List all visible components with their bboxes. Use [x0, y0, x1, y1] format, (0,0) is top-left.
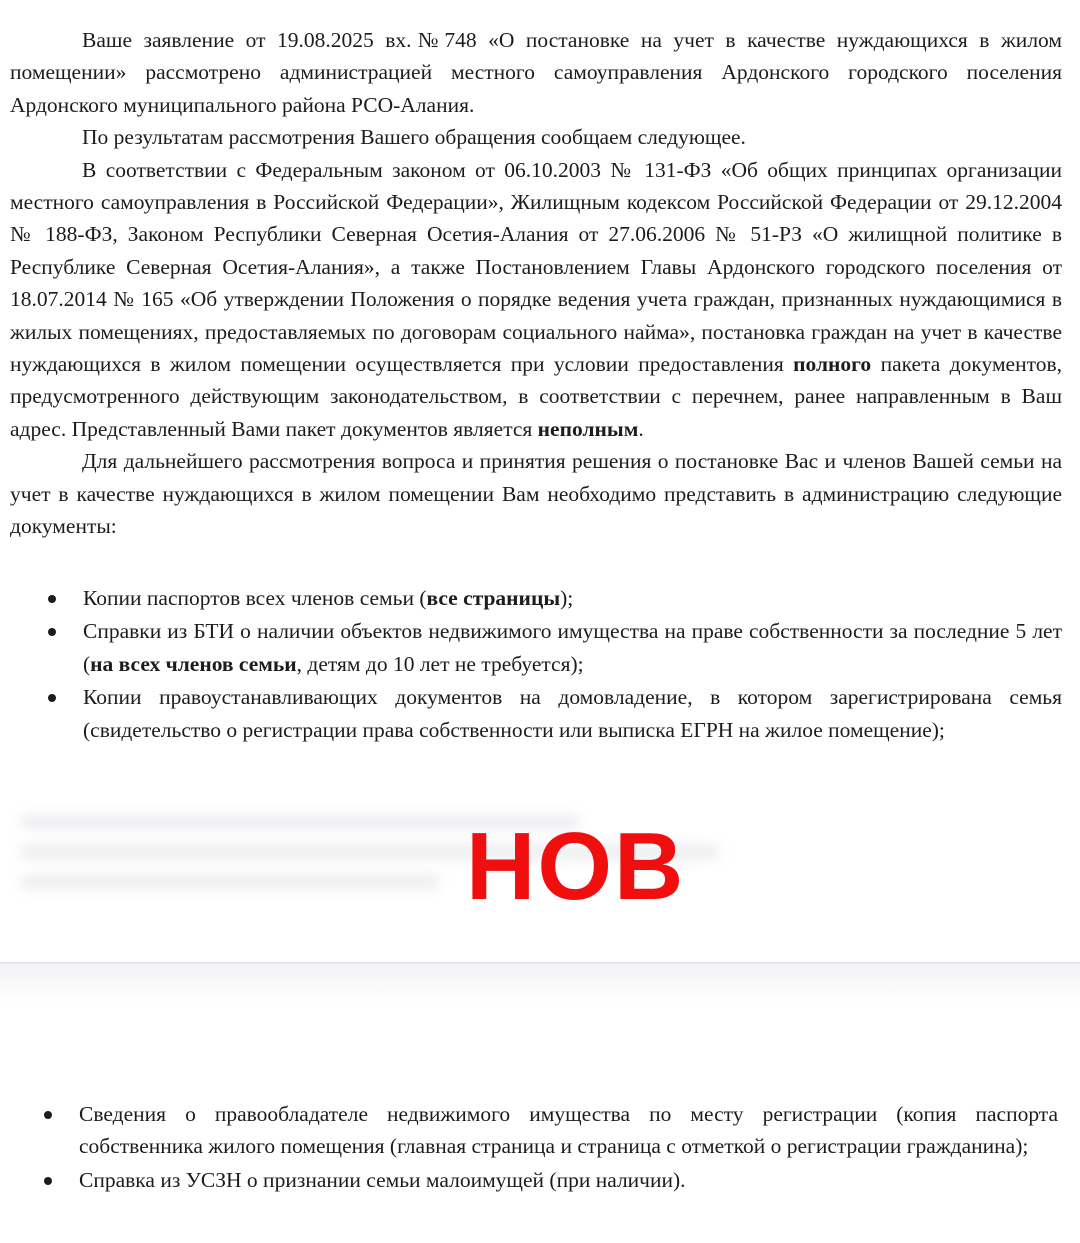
list-item	[10, 615, 1062, 680]
bullet-icon	[44, 1177, 52, 1185]
bullet-icon	[48, 595, 56, 603]
emphasis-full: полного	[793, 352, 872, 377]
list-item-text: Копии правоустанавливающих документов на домовладение, в котором зарегистрирована семья (свидетельство о регистрации права собственности или выписка ЕГРН на жилое помещение);	[83, 685, 1062, 742]
legal-basis-text-2: пакета документов, предусмотренного действующим законодательством, в соответствии с перечнем, ранее направленным в Ваш адрес. Представленный Вами пакет документов является	[10, 352, 1062, 441]
list-item	[10, 582, 1062, 614]
list-item-text: Сведения о правообладателе недвижимого имущества по месту регистрации (копия паспорта собственника жилого помещения (главная страница и страница с отметкой о регистрации гражданина);	[79, 1102, 1058, 1159]
page-break	[0, 962, 1080, 1006]
paragraph-application: Ваше заявление от 19.08.2025 вх.№748 «О постановке на учет в качестве нуждающихся в жилом помещении» рассмотрено администрацией местного самоуправления Ардонского городского поселения Ардонского муниципального района РСО-Алания.	[10, 28, 1062, 117]
list-item-text-end: , детям до 10 лет не требуется);	[296, 651, 584, 676]
red-overlay-label: НОВ	[466, 813, 686, 920]
bullet-icon	[48, 694, 56, 702]
list-item-emphasis: все страницы	[426, 586, 561, 610]
letter-body	[10, 24, 1062, 543]
list-item-emphasis: на всех членов семьи	[90, 651, 297, 676]
list-item	[6, 1164, 1058, 1196]
list-item	[10, 681, 1062, 746]
documents-list-continued	[6, 1098, 1058, 1197]
paragraph-required-docs: Для дальнейшего рассмотрения вопроса и принятия решения о постановке Вас и членов Вашей семьи на учет в качестве нуждающихся в жилом помещении Вам необходимо представить в администрацию следующие документы:	[10, 449, 1062, 539]
emphasis-incomplete: неполным	[537, 416, 639, 441]
list-item	[6, 1098, 1058, 1163]
blur-line	[20, 875, 440, 889]
list-item-text: Копии паспортов всех членов семьи (	[83, 586, 427, 610]
legal-basis-text: В соответствии с Федеральным законом от 06.10.2003 № 131-ФЗ «Об общих принципах организации местного самоуправления в Российской Федерации», Жилищным кодексом Российской Федерации от 29.12.2004 № 188-ФЗ, Законом Республики Северная Осетия-Алания от 27.06.2006 № 51-РЗ «О жилищной политике в Республике Северная Осетия-Алания», а также Постановлением Главы Ардонского городского поселения от 18.07.2014 № 165 «Об утверждении Положения о порядке ведения учета граждан, признанных нуждающимися в жилых помещениях, предоставляемых по договорам социального найма», постановка граждан на учет в качестве нуждающихся в жилом помещении осуществляется при условии предоставления	[10, 157, 1062, 377]
documents-list	[10, 582, 1062, 747]
paragraph-legal-basis	[10, 154, 1062, 446]
paragraph-results: По результатам рассмотрения Вашего обращения сообщаем следующее.	[82, 125, 746, 150]
page-divider	[0, 962, 1080, 964]
list-item-text: Справки из БТИ о наличии объектов недвижимого имущества на праве собственности за последние 5 лет (	[83, 619, 1062, 676]
list-item-text-end: );	[560, 586, 574, 610]
list-item-text: Справка из УСЗН о признании семьи малоимущей (при наличии).	[79, 1167, 686, 1192]
bullet-icon	[44, 1111, 52, 1119]
bullet-icon	[48, 628, 56, 636]
legal-basis-end: .	[638, 416, 644, 441]
